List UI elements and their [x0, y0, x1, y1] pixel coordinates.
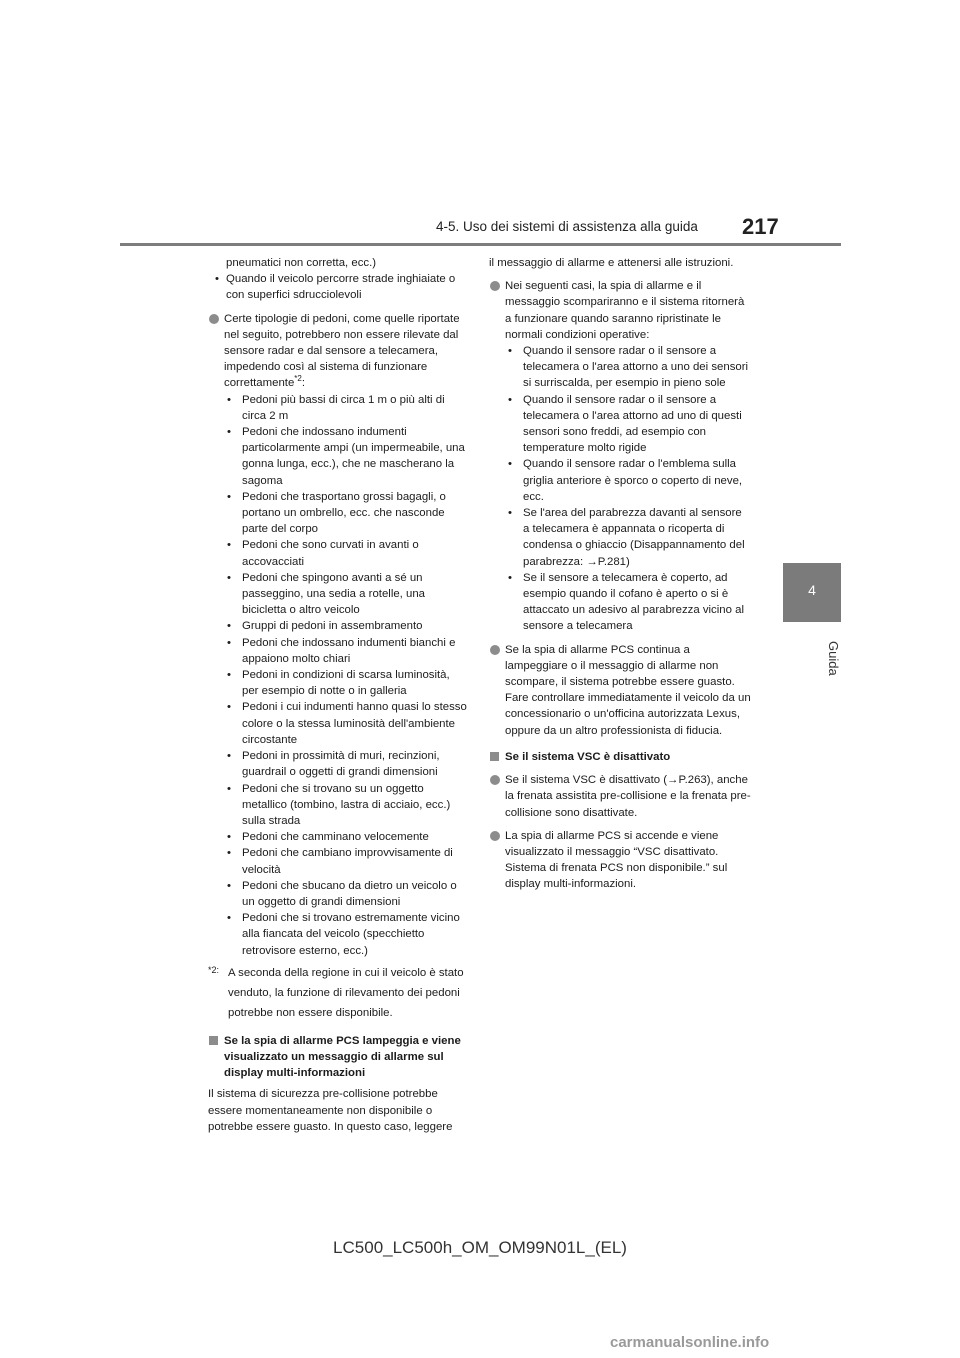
- list-item: • Pedoni in condizioni di scarsa luminosità, per esempio di notte o in galleria: [227, 669, 450, 698]
- list-item: • Pedoni che trasportano grossi bagagli, o portano un ombrello, ecc. che nasconde parte del corpo: [227, 490, 446, 536]
- watermark: carmanualsonline.info: [610, 1334, 770, 1351]
- heading-pcs-flashing: Se la spia di allarme PCS lampeggia e viene visualizzato un messaggio di allarme sul display multi-informazioni: [208, 1033, 468, 1082]
- right-column: [489, 255, 751, 893]
- square-marker-icon: [490, 752, 499, 761]
- list-item: • Se l'area del parabrezza davanti al sensore a telecamera è appannata o ricoperta di condensa o ghiaccio (Disappannamento del parabrezza: →P.281): [508, 507, 745, 568]
- list-item: • Pedoni che indossano indumenti bianchi e appaiono molto chiari: [227, 636, 456, 665]
- list-item: • Se il sensore a telecamera è coperto, ad esempio quando il cofano è aperto o si è attaccato un adesivo al parabrezza vicino al sensore a telecamera: [508, 571, 744, 633]
- list-item: • Pedoni che si trovano su un oggetto metallico (tombino, lastra di acciaio, ecc.) sulla strada: [227, 782, 451, 827]
- list-item: • Pedoni in prossimità di muri, recinzioni, guardrail o oggetti di grandi dimensioni: [227, 750, 440, 779]
- bullet-dot-icon: [490, 775, 500, 785]
- recovery-block: Nei seguenti casi, la spia di allarme e il messaggio scompariranno e il sistema ritornerà a funzionare quando saranno ripristinate le normali condizioni operative: • Quando il sensore radar o il sensore a telecamera o l'area attorno a uno dei sensori si surriscalda, per esempio in pieno sole • Quando il sensore radar o il sensore a telecamera o l'area attorno ad uno di questi sensori sono freddi, ad esempio con temperature molto rigide • Quando il sensore radar o l'emblema sulla griglia anteriore è sporco o coperto di neve, ecc. • Se l'area del parabrezza davanti al sensore a telecamera è appannata o ricoperta di condensa o ghiaccio (Disappannamento del parabrezza: →P.281) • Se il sensore a telecamera è coperto, ad esempio quando il cofano è aperto o si è attaccato un adesivo al parabrezza vicino al sensore a telecamera: [489, 278, 751, 634]
- pedestrian-block: [208, 311, 468, 959]
- message-block: La spia di allarme PCS si accende e viene visualizzato il messaggio “VSC disattivato. Sistema di frenata PCS non disponibile.” sul display multi-informazioni.: [489, 828, 751, 893]
- section-title: 4-5. Uso dei sistemi di assistenza alla guida: [436, 219, 698, 234]
- bullet-dot-icon: [209, 314, 219, 324]
- list-item: • Gruppi di pedoni in assembramento: [227, 620, 423, 633]
- chapter-number: 4: [808, 582, 816, 598]
- vsc-block: Se il sistema VSC è disattivato (→P.263), anche la frenata assistita pre-collisione e la frenata pre-collisione sono disattivate.: [489, 772, 751, 821]
- list-item: • Quando il sensore radar o l'emblema sulla griglia anteriore è sporco o coperto di neve, ecc.: [508, 458, 743, 503]
- list-item: • Pedoni i cui indumenti hanno quasi lo stesso colore o la stessa luminosità dell'ambiente circostante: [227, 701, 467, 746]
- footnote-mark: *2:: [208, 964, 220, 975]
- list-item: • Pedoni che si trovano estremamente vicino alla fiancata del veicolo (specchietto retrovisore esterno, ecc.): [227, 912, 460, 957]
- list-item: • Pedoni che sbucano da dietro un veicolo o un oggetto di grandi dimensioni: [227, 879, 457, 908]
- paragraph-continued: il messaggio di allarme e attenersi alle istruzioni.: [489, 257, 734, 269]
- bullet-dot-icon: [490, 645, 500, 655]
- chapter-label: Guida: [826, 640, 841, 676]
- heading-vsc-off: Se il sistema VSC è disattivato: [489, 749, 751, 765]
- manual-code: LC500_LC500h_OM_OM99N01L_(EL): [333, 1238, 627, 1257]
- bullet-dot-icon: [490, 281, 500, 291]
- list-item: • Pedoni che spingono avanti a sé un passeggino, una sedia a rotelle, una bicicletta o altro veicolo: [227, 571, 426, 617]
- list-item: • Pedoni più bassi di circa 1 m o più alti di circa 2 m: [227, 393, 445, 422]
- bullet-dot-icon: [490, 831, 500, 841]
- list-item: • Quando il sensore radar o il sensore a telecamera o l'area attorno ad uno di questi sensori sono freddi, ad esempio con temperature molto rigide: [508, 393, 742, 455]
- list-item: • Quando il veicolo percorre strade inghiaiate o con superfici sdrucciolevoli: [215, 273, 456, 302]
- list-item: • Pedoni che sono curvati in avanti o accovacciati: [227, 539, 419, 568]
- recovery-list: [505, 343, 751, 635]
- list-item: • Quando il sensore radar o il sensore a telecamera o l'area attorno a uno dei sensori si surriscalda, per esempio in pieno sole: [508, 345, 749, 390]
- left-column: [208, 255, 468, 1135]
- page-number: 217: [742, 214, 779, 239]
- header-rule: [120, 243, 841, 246]
- list-item: • Pedoni che cambiano improvvisamente di velocità: [227, 847, 453, 876]
- continued-text: pneumatici non corretta, ecc.): [226, 257, 377, 269]
- list-item: • Pedoni che camminano velocemente: [227, 831, 429, 844]
- square-marker-icon: [209, 1036, 218, 1045]
- list-item: • Pedoni che indossano indumenti particolarmente ampi (un impermeabile, una gonna lunga, ecc.), che ne mascherano la sagoma: [227, 426, 465, 487]
- paragraph: Il sistema di sicurezza pre-collisione potrebbe essere momentaneamente non disponibile o potrebbe essere guasto. In questo caso, leggere: [208, 1088, 453, 1133]
- fault-block: Se la spia di allarme PCS continua a lampeggiare o il messaggio di allarme non scompare, il sistema potrebbe essere guasto. Fare controllare immediatamente il veicolo da un concessionario o un'officina autorizzata Lexus, oppure da un altro professionista di fiducia.: [489, 642, 751, 739]
- block-intro: Certe tipologie di pedoni, come quelle riportate nel seguito, potrebbero non essere rilevate dal sensore radar e dal sensore a telecamera, impedendo così al sistema di funzionare correttamente$^{*2}$:: [224, 312, 460, 390]
- footnote: *2: A seconda della regione in cui il veicolo è stato venduto, la funzione di rilevamento dei pedoni potrebbe non essere disponibile.: [208, 963, 468, 1023]
- pedestrian-list: [224, 392, 468, 959]
